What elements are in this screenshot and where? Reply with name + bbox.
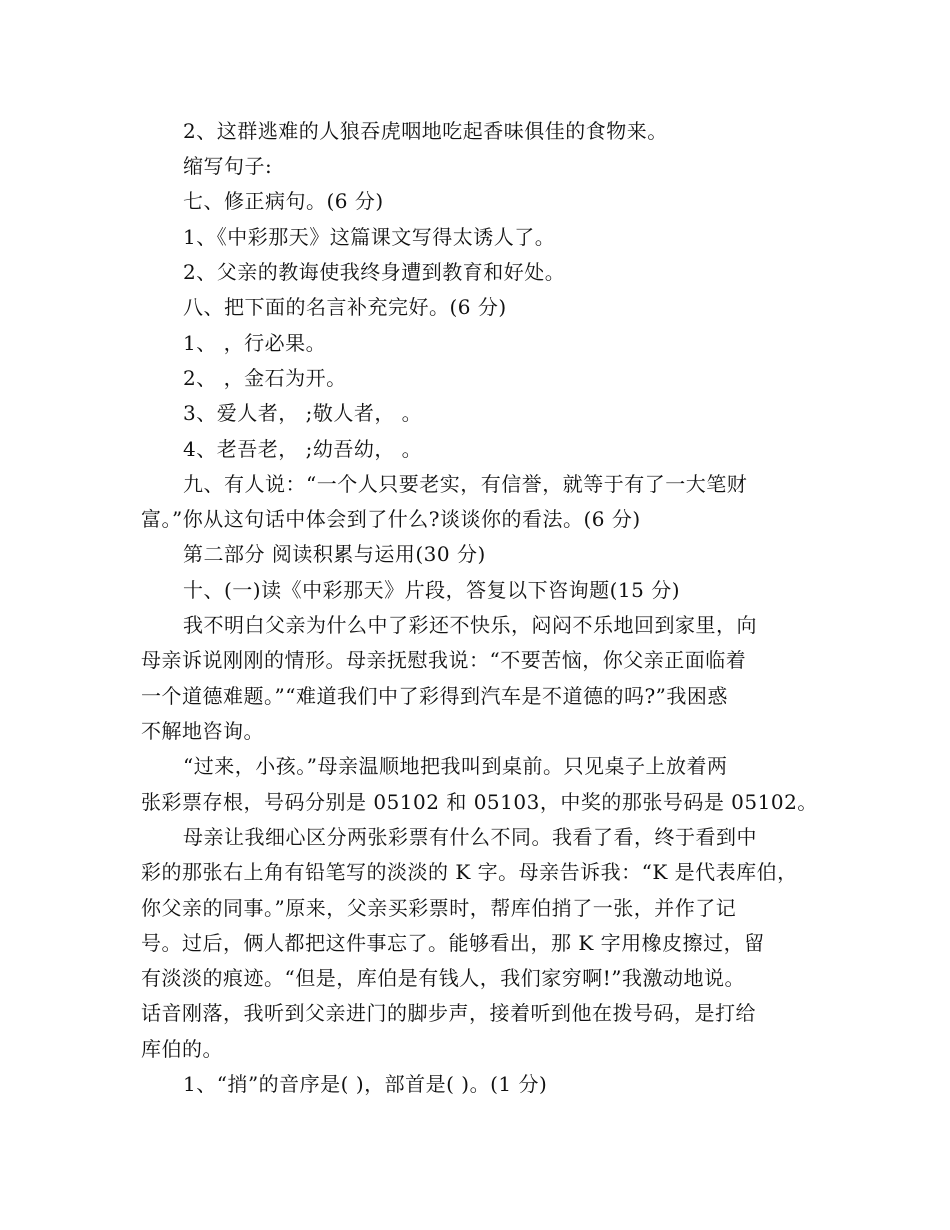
question-line: 1、“捎”的音序是( )，部首是( )。(1 分) <box>183 1072 548 1096</box>
text-line: 1、《中彩那天》这篇课文写得太诱人了。 <box>183 225 556 249</box>
text-line: 2、这群逃难的人狼吞虎咽地吃起香味俱佳的食物来。 <box>183 119 668 143</box>
part-heading: 第二部分 阅读积累与运用(30 分) <box>183 542 486 566</box>
passage-line: 你父亲的同事。”原来，父亲买彩票时，帮库伯捎了一张，并作了记 <box>141 896 737 920</box>
passage-line: 我不明白父亲为什么中了彩还不快乐，闷闷不乐地回到家里，向 <box>183 613 757 637</box>
passage-line: 母亲诉说刚刚的情形。母亲抚慰我说：“不要苦恼，你父亲正面临着 <box>141 648 747 672</box>
section-heading: 九、有人说：“一个人只要老实，有信誉，就等于有了一大笔财 <box>183 472 748 496</box>
passage-line: 号。过后，俩人都把这件事忘了。能够看出，那 K 字用橡皮擦过，留 <box>141 931 765 955</box>
text-line: 2、父亲的教诲使我终身遭到教育和好处。 <box>183 260 566 284</box>
passage-line: 有淡淡的痕迹。“但是，库伯是有钱人，我们家穷啊!”我激动地说。 <box>141 966 745 990</box>
passage-line: “过来，小孩。”母亲温顺地把我叫到桌前。只见桌子上放着两 <box>183 754 728 778</box>
passage-line: 彩的那张右上角有铅笔写的淡淡的 K 字。母亲告诉我：“K 是代表库伯， <box>141 860 798 884</box>
text-line: 富。”你从这句话中体会到了什么?谈谈你的看法。(6 分) <box>141 507 641 531</box>
passage-line: 母亲让我细心区分两张彩票有什么不同。我看了看，终于看到中 <box>183 825 757 849</box>
text-line: 1、 ，行必果。 <box>183 331 327 355</box>
section-heading: 八、把下面的名言补充完好。(6 分) <box>183 295 507 319</box>
text-line: 3、爱人者， ;敬人者， 。 <box>183 401 423 425</box>
section-heading: 七、修正病句。(6 分) <box>183 189 384 213</box>
text-line: 2、 ，金石为开。 <box>183 366 347 390</box>
text-line: 4、老吾老， ;幼吾幼， 。 <box>183 437 423 461</box>
passage-line: 一个道德难题。”“难道我们中了彩得到汽车是不道德的吗?”我困惑 <box>141 684 728 708</box>
passage-line: 库伯的。 <box>141 1037 223 1061</box>
section-heading: 十、(一)读《中彩那天》片段，答复以下咨询题(15 分) <box>183 578 681 602</box>
passage-line: 话音刚落，我听到父亲进门的脚步声，接着听到他在拨号码，是打给 <box>141 1001 756 1025</box>
passage-line: 张彩票存根，号码分别是 05102 和 05103，中奖的那张号码是 05102。 <box>141 790 818 814</box>
text-line: 缩写句子: <box>183 154 273 178</box>
passage-line: 不解地咨询。 <box>141 719 264 743</box>
